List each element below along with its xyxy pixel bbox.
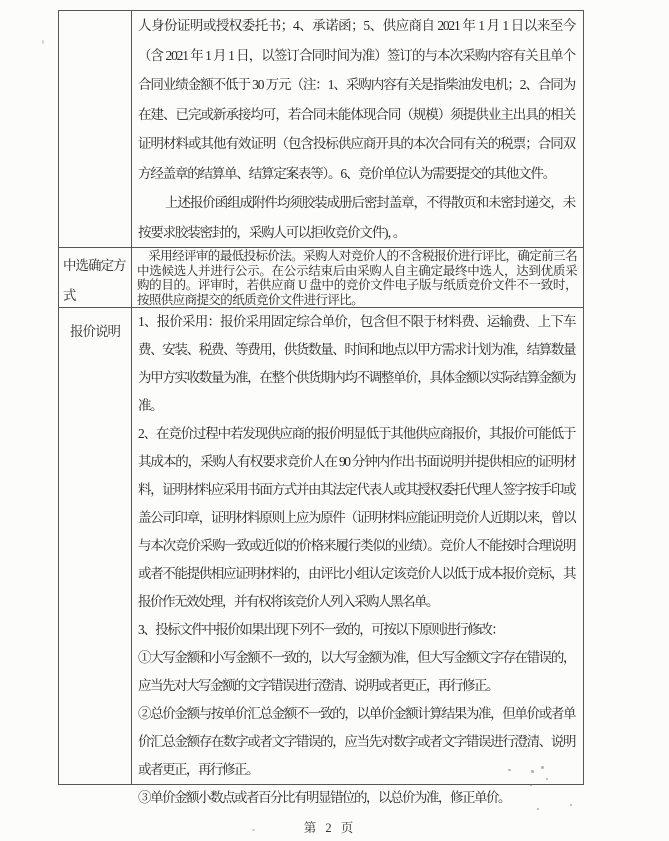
scan-speck (252, 829, 255, 831)
page-number: 第 2 页 (303, 821, 357, 835)
paragraph: 3、投标文件中报价如果出现下列不一致的，可按以下原则进行修改： (138, 622, 504, 637)
paragraph: 1、报价采用：报价采用固定综合单价，包含但不限于材料费、运输费、上下车费、安装、税费、等费用，供货数量、时间和地点以甲方需求计划为准，结算数量为甲方实收数量为准，在整个供货期内均不调整单价，具体金额以实际结算金额为准。 (138, 314, 575, 413)
scan-speck (541, 766, 544, 769)
paragraph: ②总价金额与按单价汇总金额不一致的，以单价金额计算结果为准，但单价或者单价汇总金额存在数字或者文字错误的，应当先对数字或者文字错误进行澄清、说明或者更正，再行修正。 (138, 706, 575, 777)
row-label: 中选确定方式 (63, 258, 126, 303)
row-label: 报价说明 (70, 324, 120, 339)
paragraph: ①大写金额和小写金额不一致的，以大写金额为准，但大写金额文字存在错误的，应当先对大写金额的文字错误进行澄清、说明或者更正，再行修正。 (138, 650, 575, 693)
paragraph: 人身份证明或授权委托书；4、承诺函；5、供应商自 2021 年 1 月 1 日以来至今（含 2021 年 1 月 1 日，以签订合同时间为准）签订的与本次采购内容有关且单个合同业绩金额不低于 30 万元（注：1、采购内容有关是指柴油发电机；2、合同为在建、已完或新承接均可，若合同未能体现合同（规模）须提供业主出具的相关证明材料或其他有效证明（包含投标供应商开具的本次合同有关的税票；合同双方经盖章的结算单、结算定案表等）。6、竞价单位认为需要提交的其他文件。 (138, 18, 575, 181)
paragraph: 上述报价函组成附件均须胶装成册后密封盖章，不得散页和未密封递交，未按要求胶装密封的，采购人可以拒收竞价文件)，。 (138, 195, 575, 240)
paragraph: ③单价金额小数点或者百分比有明显错位的，以总价为准，修正单价。 (138, 790, 510, 805)
scan-speck (42, 40, 44, 44)
row-label-cell (59, 308, 132, 784)
paragraph: 采用经评审的最低投标价法。采购人对竞价人的不含税报价进行评比，确定前三名中选候选人并进行公示。在公示结束后由采购人自主确定最终中选人，达到优质采购的目的。评审时，若供应商 U 盘中的竞价文件电子版与纸质竞价文件不一致时，按照供应商提交的纸质竞价文件进行评比。 (137, 249, 577, 307)
row-label-cell-empty (59, 11, 132, 247)
continuation-content-cell (132, 11, 583, 247)
quotation-notes-content-cell (132, 308, 583, 805)
table-row-quotation-notes (59, 307, 583, 805)
quotation-terms-table (58, 10, 584, 805)
table-row-continuation (59, 11, 583, 247)
scan-speck (537, 808, 539, 810)
scan-speck (546, 778, 548, 780)
row-label-cell (59, 248, 132, 307)
selection-method-content-cell (132, 248, 583, 307)
scan-speck (531, 770, 534, 773)
paragraph: 2、在竞价过程中若发现供应商的报价明显低于其他供应商报价，其报价可能低于其成本的，采购人有权要求竞价人在 90 分钟内作出书面说明并提供相应的证明材料，证明材料应采用书面方式并由其法定代表人或其授权委托代理人签字按手印或盖公司印章，证明材料原则上应为原件（证明材料应能证明竞价人近期以来，曾以与本次竞价采购一致或近似的价格来履行类似的业绩）。竞价人不能按时合理说明或者不能提供相应证明材料的，由评比小组认定该竞价人以低于成本报价竞标，其报价作无效处理，并有权将该竞价人列入采购人黑名单。 (138, 426, 575, 609)
scan-speck (508, 769, 511, 771)
scan-speck (530, 784, 532, 786)
table-row-selection-method (59, 247, 583, 307)
scan-speck (570, 804, 572, 806)
